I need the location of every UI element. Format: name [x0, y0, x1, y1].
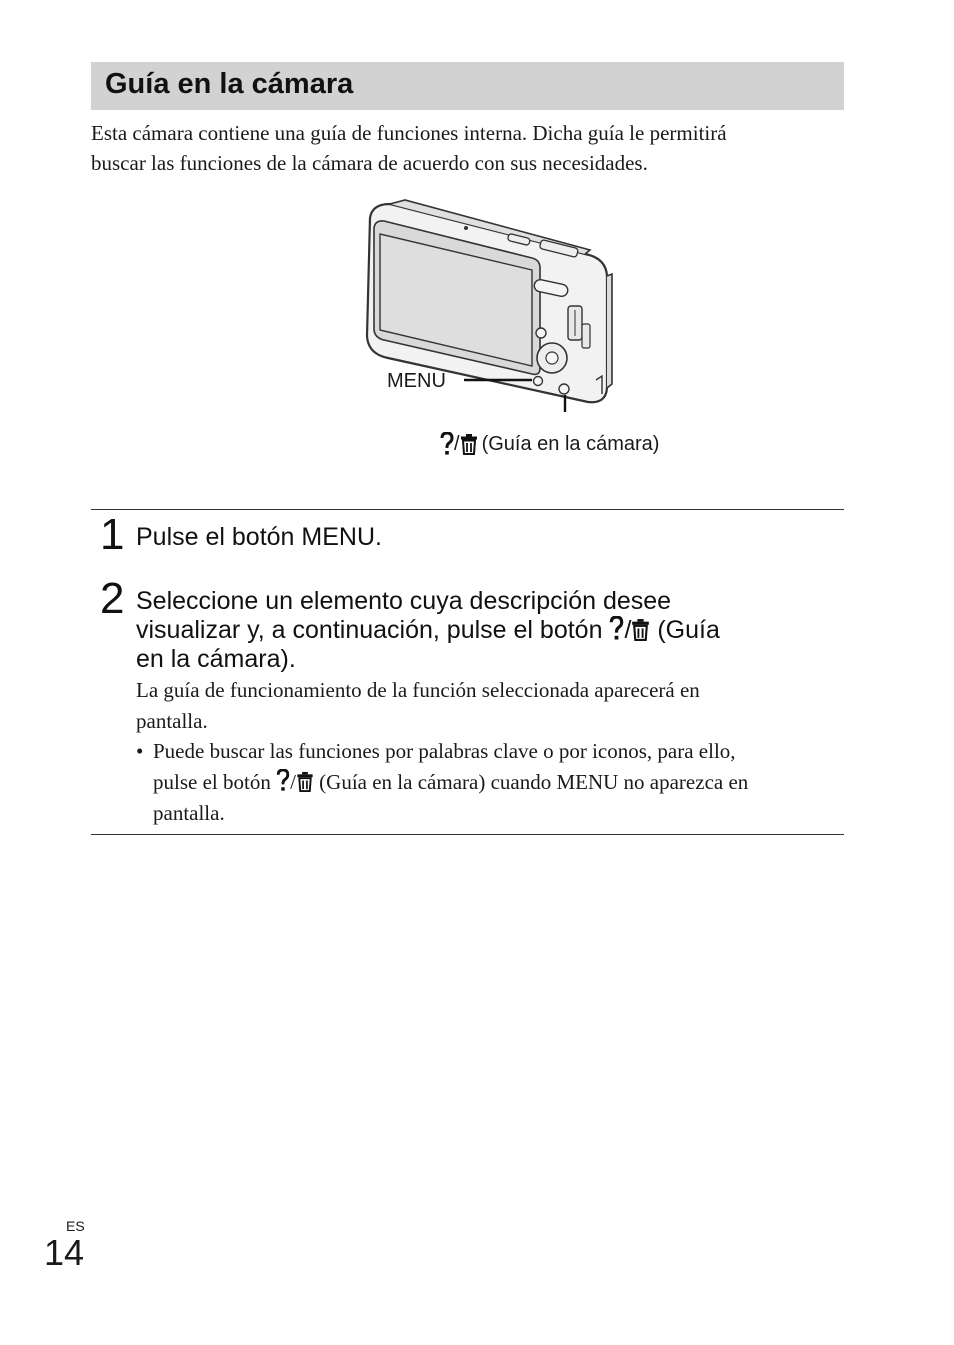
step-2-line-2	[136, 616, 720, 645]
intro-line-2: buscar las funciones de la cámara de acuerdo con sus necesidades.	[91, 151, 648, 175]
step-2-line-2a: visualizar y, a continuación, pulse el botón	[136, 616, 603, 644]
icon-separator: /	[624, 616, 632, 644]
intro-line-1: Esta cámara contiene una guía de funciones interna. Dicha guía le permitirá	[91, 121, 727, 145]
step-2-line-3: en la cámara).	[136, 645, 296, 673]
icon-separator: /	[454, 432, 460, 455]
bullet-line-2a: pulse el botón	[153, 770, 271, 794]
step-1-text: Pulse el botón MENU.	[136, 523, 382, 551]
question-mark-icon	[609, 616, 624, 641]
trash-icon	[631, 618, 650, 641]
bullet-line-3: pantalla.	[153, 801, 225, 825]
guide-label	[440, 432, 659, 456]
section-header	[91, 62, 844, 110]
top-divider	[91, 509, 844, 510]
step-2-body	[136, 675, 846, 737]
bullet-text	[153, 736, 848, 829]
bottom-divider	[91, 834, 844, 835]
bullet-line-2b: (Guía en la cámara) cuando MENU no aparezca en	[319, 770, 749, 794]
bullet-marker: •	[136, 739, 144, 763]
question-mark-icon	[276, 769, 290, 792]
guide-label-text: (Guía en la cámara)	[481, 432, 660, 455]
bullet-line-1: Puede buscar las funciones por palabras clave o por iconos, para ello,	[153, 739, 736, 763]
step-2-line-1: Seleccione un elemento cuya descripción desee	[136, 587, 672, 615]
step-number-2: 2	[100, 574, 125, 623]
intro-paragraph	[91, 118, 851, 178]
menu-label: MENU	[387, 370, 446, 392]
step-2-text	[136, 587, 720, 674]
page-number: 14	[44, 1232, 85, 1273]
question-mark-icon	[440, 432, 454, 456]
trash-icon	[460, 433, 478, 455]
page-title: Guía en la cámara	[105, 68, 354, 100]
step-2-body-line-2: pantalla.	[136, 709, 208, 733]
step-number-1: 1	[100, 510, 125, 559]
icon-separator: /	[290, 770, 296, 794]
step-2-body-line-1: La guía de funcionamiento de la función seleccionada aparecerá en	[136, 678, 700, 702]
language-code: ES	[66, 1218, 85, 1234]
step-2-bullet	[136, 736, 846, 829]
bullet-line-2	[153, 767, 848, 798]
trash-icon	[296, 771, 314, 792]
step-2-line-2b: (Guía	[657, 616, 720, 644]
